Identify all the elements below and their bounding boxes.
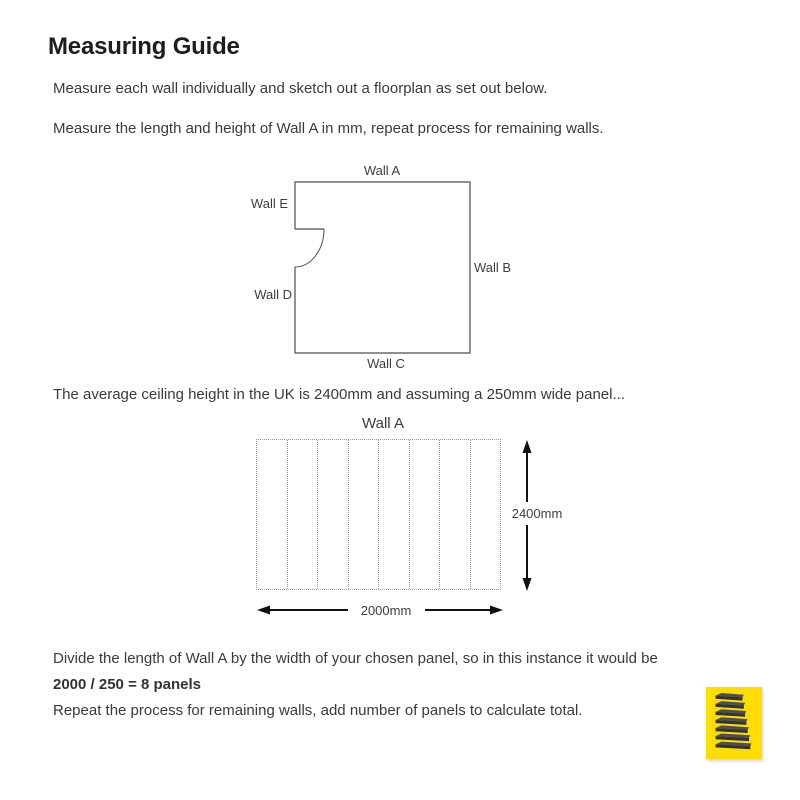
page-title: Measuring Guide <box>48 33 240 60</box>
panel-cell <box>318 440 349 589</box>
panel-cell <box>349 440 380 589</box>
floorplan-outline <box>295 182 470 353</box>
ceiling-note: The average ceiling height in the UK is 2400mm and assuming a 250mm wide panel... <box>53 386 625 403</box>
divide-instruction: Divide the length of Wall A by the width of your chosen panel, so in this instance it would be <box>53 650 658 667</box>
door-swing-arc <box>295 229 324 267</box>
height-dimension-label: 2400mm <box>511 506 563 521</box>
panel-diagram-title: Wall A <box>362 415 404 432</box>
panel-grid <box>256 439 501 590</box>
stacked-panels-logo-icon <box>706 687 762 759</box>
arrow-right-head <box>490 606 503 615</box>
repeat-instruction: Repeat the process for remaining walls, add number of panels to calculate total. <box>53 702 583 719</box>
intro-line-1: Measure each wall individually and sketch out a floorplan as set out below. <box>53 80 548 97</box>
panel-cell <box>257 440 288 589</box>
intro-line-2: Measure the length and height of Wall A in mm, repeat process for remaining walls. <box>53 120 604 137</box>
floorplan-wall-c-label: Wall C <box>367 356 405 371</box>
formula-line: 2000 / 250 = 8 panels <box>53 676 202 693</box>
floorplan-wall-b-label: Wall B <box>474 260 512 275</box>
width-dimension-label: 2000mm <box>360 603 412 618</box>
panel-cell <box>440 440 471 589</box>
panel-cell <box>410 440 441 589</box>
floorplan-wall-e-label: Wall E <box>250 196 288 211</box>
panel-cell <box>471 440 501 589</box>
floorplan-wall-d-label: Wall D <box>254 287 292 302</box>
panel-cell <box>379 440 410 589</box>
arrow-down-head <box>523 578 532 591</box>
panel-cell <box>288 440 319 589</box>
floorplan-diagram <box>250 160 510 365</box>
floorplan-wall-a-label: Wall A <box>363 163 401 178</box>
